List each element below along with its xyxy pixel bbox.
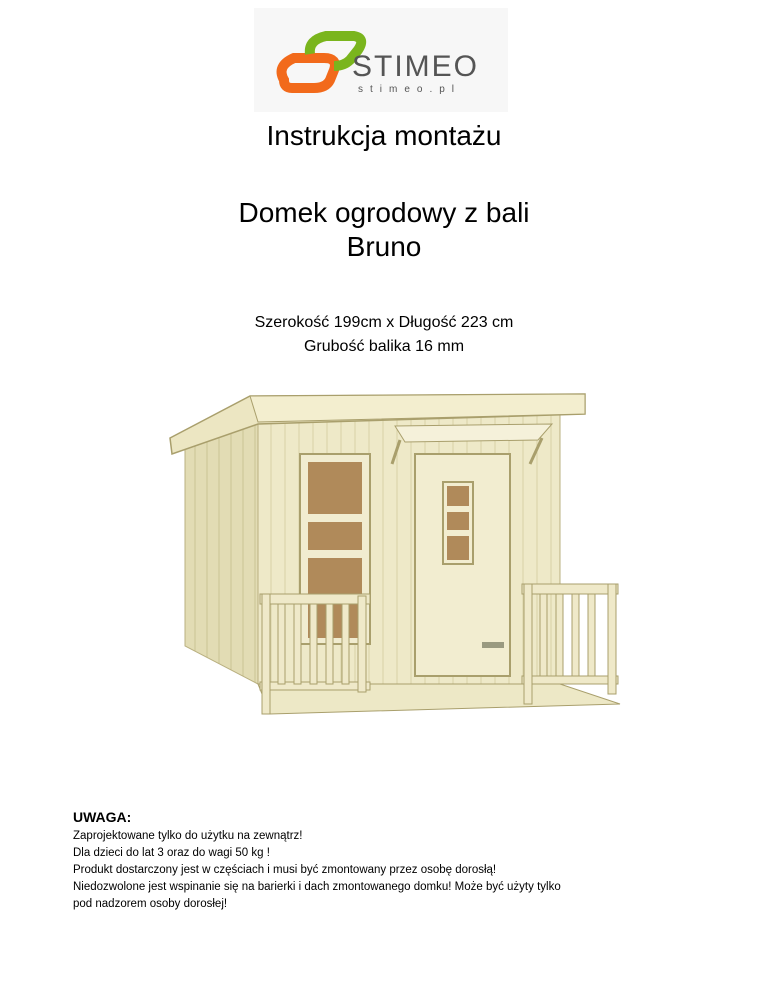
logo-url: stimeo.pl bbox=[358, 84, 462, 95]
door-pane-2 bbox=[447, 512, 469, 530]
warning-heading: UWAGA: bbox=[73, 809, 132, 825]
door-canopy bbox=[395, 424, 552, 442]
window-pane-2 bbox=[308, 522, 362, 550]
logo-orange-shape bbox=[282, 58, 335, 88]
warning-line: pod nadzorem osoby dorosłej! bbox=[73, 898, 228, 910]
product-name-line1: Domek ogrodowy z bali bbox=[238, 197, 530, 228]
logo bbox=[254, 8, 508, 112]
warning-line: Produkt dostarczony jest w częściach i musi być zmontowany przez osobę dorosłą! bbox=[73, 864, 497, 876]
door-pane-1 bbox=[447, 486, 469, 506]
dimensions-thickness: Grubość balika 16 mm bbox=[303, 338, 465, 355]
side-wall bbox=[185, 422, 258, 684]
warning-line: Zaprojektowane tylko do użytku na zewnątrz! bbox=[73, 830, 303, 842]
door-pane-3 bbox=[447, 536, 469, 560]
stimeo-logo bbox=[254, 8, 508, 112]
playhouse-illustration bbox=[160, 384, 630, 724]
logo-brand: STIMEO bbox=[352, 50, 480, 83]
dimensions-size: Szerokość 199cm x Długość 223 cm bbox=[254, 314, 514, 331]
door-hinge bbox=[482, 642, 504, 648]
warning-line: Niedozwolone jest wspinanie się na barierki i dach zmontowanego domku! Może być użyty tylko bbox=[73, 881, 561, 893]
page-title: Instrukcja montażu bbox=[266, 120, 502, 151]
warning-line: Dla dzieci do lat 3 oraz do wagi 50 kg ! bbox=[73, 847, 270, 859]
product-name-line2: Bruno bbox=[346, 231, 422, 262]
window-pane-1 bbox=[308, 462, 362, 514]
